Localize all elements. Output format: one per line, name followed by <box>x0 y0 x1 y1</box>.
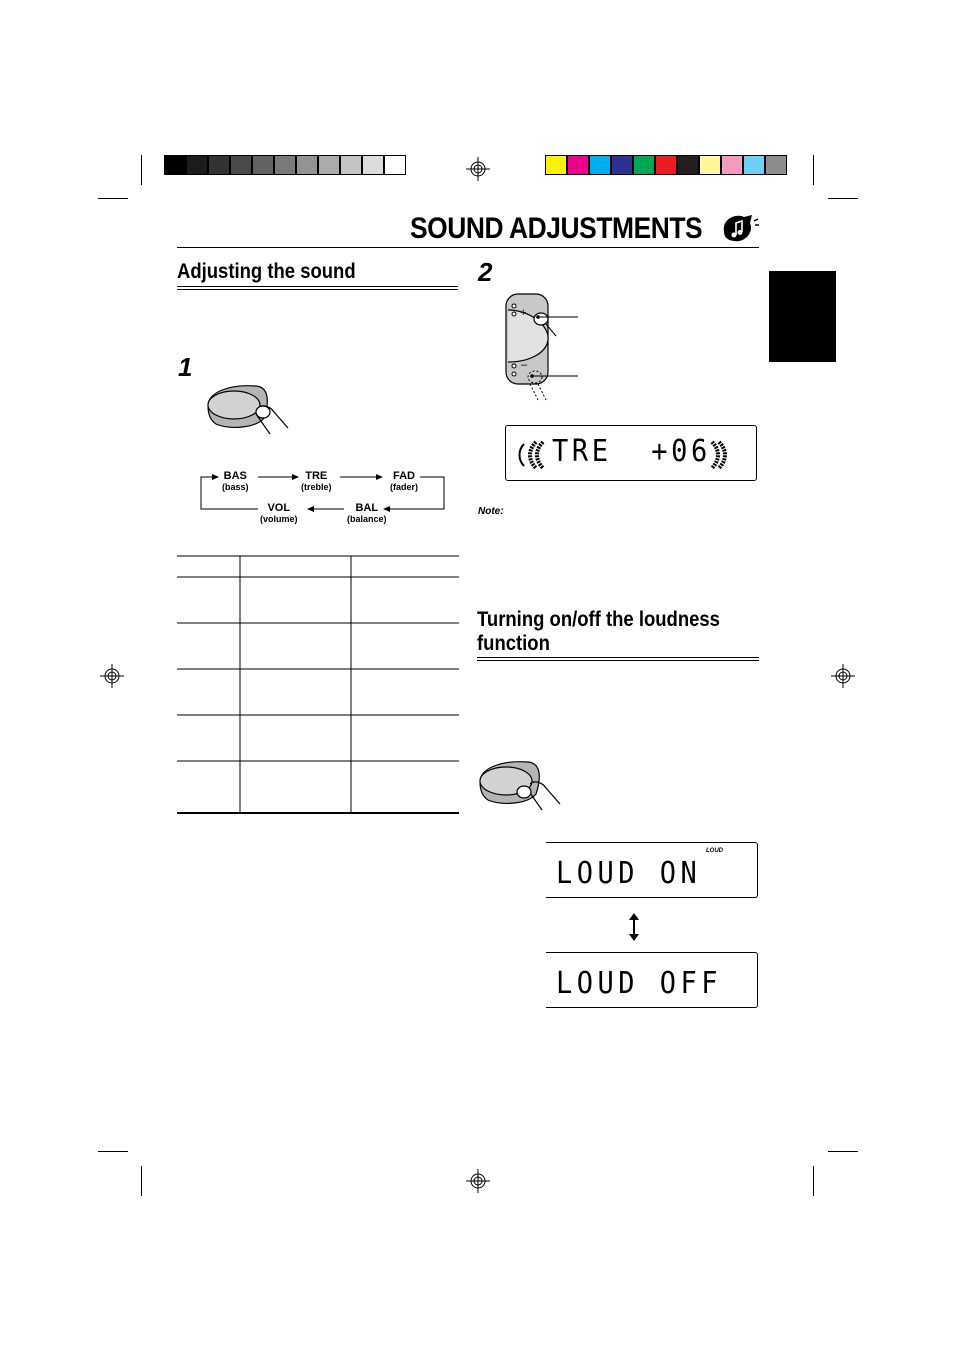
color-swatch <box>362 155 384 175</box>
section-heading-adjust: Adjusting the sound <box>177 260 356 283</box>
registration-target-icon <box>466 157 490 181</box>
crop-mark <box>813 155 814 185</box>
flow-label-vol: VOL <box>267 502 291 514</box>
lcd-text-loud-off: LOUD OFF <box>556 966 723 1001</box>
color-swatch <box>230 155 252 175</box>
color-swatch <box>545 155 567 175</box>
color-swatch <box>340 155 362 175</box>
color-swatch <box>252 155 274 175</box>
color-swatch <box>208 155 230 175</box>
registration-target-icon <box>831 664 855 688</box>
svg-text:–: – <box>521 359 528 371</box>
page-title: SOUND ADJUSTMENTS <box>410 212 703 245</box>
flow-label-bas: BAS <box>223 470 247 482</box>
heading-rule <box>177 289 458 290</box>
crop-mark <box>141 1166 142 1196</box>
color-swatch <box>765 155 787 175</box>
color-swatch <box>655 155 677 175</box>
flow-sub-bas: (bass) <box>222 482 249 492</box>
heading-rule <box>477 660 759 661</box>
color-swatch <box>318 155 340 175</box>
crop-mark <box>98 1151 128 1152</box>
crop-mark <box>813 1166 814 1196</box>
note-label: Note: <box>478 506 504 517</box>
color-swatch <box>633 155 655 175</box>
flow-label-bal: BAL <box>355 502 379 514</box>
section-heading-loud <box>477 608 720 656</box>
crop-mark <box>828 198 858 199</box>
lcd-text-tre: TRE +06 <box>552 434 711 469</box>
heading-line-2: function <box>477 632 550 655</box>
color-swatch <box>743 155 765 175</box>
flow-sub-bal: (balance) <box>347 514 387 524</box>
color-swatch <box>677 155 699 175</box>
language-tab <box>769 271 836 362</box>
flow-label-tre: TRE <box>305 470 328 482</box>
step-number-2: 2 <box>478 257 493 287</box>
color-swatch <box>296 155 318 175</box>
svg-text:+: + <box>520 307 527 319</box>
adjustment-table <box>177 555 459 815</box>
sel-button-press-illustration <box>200 378 300 440</box>
lcd-display-loud-on <box>546 842 758 898</box>
color-swatch <box>721 155 743 175</box>
crop-mark <box>98 198 128 199</box>
music-note-icon <box>718 209 762 245</box>
loud-indicator: LOUD <box>706 848 723 854</box>
loud-button-press-illustration <box>474 756 574 818</box>
color-swatch <box>611 155 633 175</box>
plus-minus-control-illustration <box>500 292 582 404</box>
heading-rule <box>177 286 458 287</box>
flow-arrows <box>196 470 450 514</box>
flow-sub-fad: (fader) <box>390 482 419 492</box>
registration-target-icon <box>466 1169 490 1193</box>
color-swatch <box>589 155 611 175</box>
color-swatch <box>384 155 406 175</box>
toggle-arrow-icon <box>626 912 642 942</box>
flow-sub-vol: (volume) <box>260 514 298 524</box>
registration-target-icon <box>100 664 124 688</box>
crop-mark <box>141 155 142 185</box>
flow-label-fad: FAD <box>393 470 415 482</box>
color-swatch <box>567 155 589 175</box>
heading-line-1: Turning on/off the loudness <box>477 608 720 631</box>
lcd-display-tre <box>505 425 757 481</box>
lcd-display-loud-off <box>546 952 758 1008</box>
color-swatch <box>699 155 721 175</box>
heading-rule <box>477 657 759 658</box>
color-swatch <box>164 155 186 175</box>
crop-mark <box>828 1151 858 1152</box>
color-swatch <box>186 155 208 175</box>
color-swatch <box>274 155 296 175</box>
lcd-text-loud-on: LOUD ON <box>556 856 702 891</box>
title-rule <box>177 247 759 248</box>
step-number-1: 1 <box>178 352 193 382</box>
flow-sub-tre: (treble) <box>301 482 332 492</box>
